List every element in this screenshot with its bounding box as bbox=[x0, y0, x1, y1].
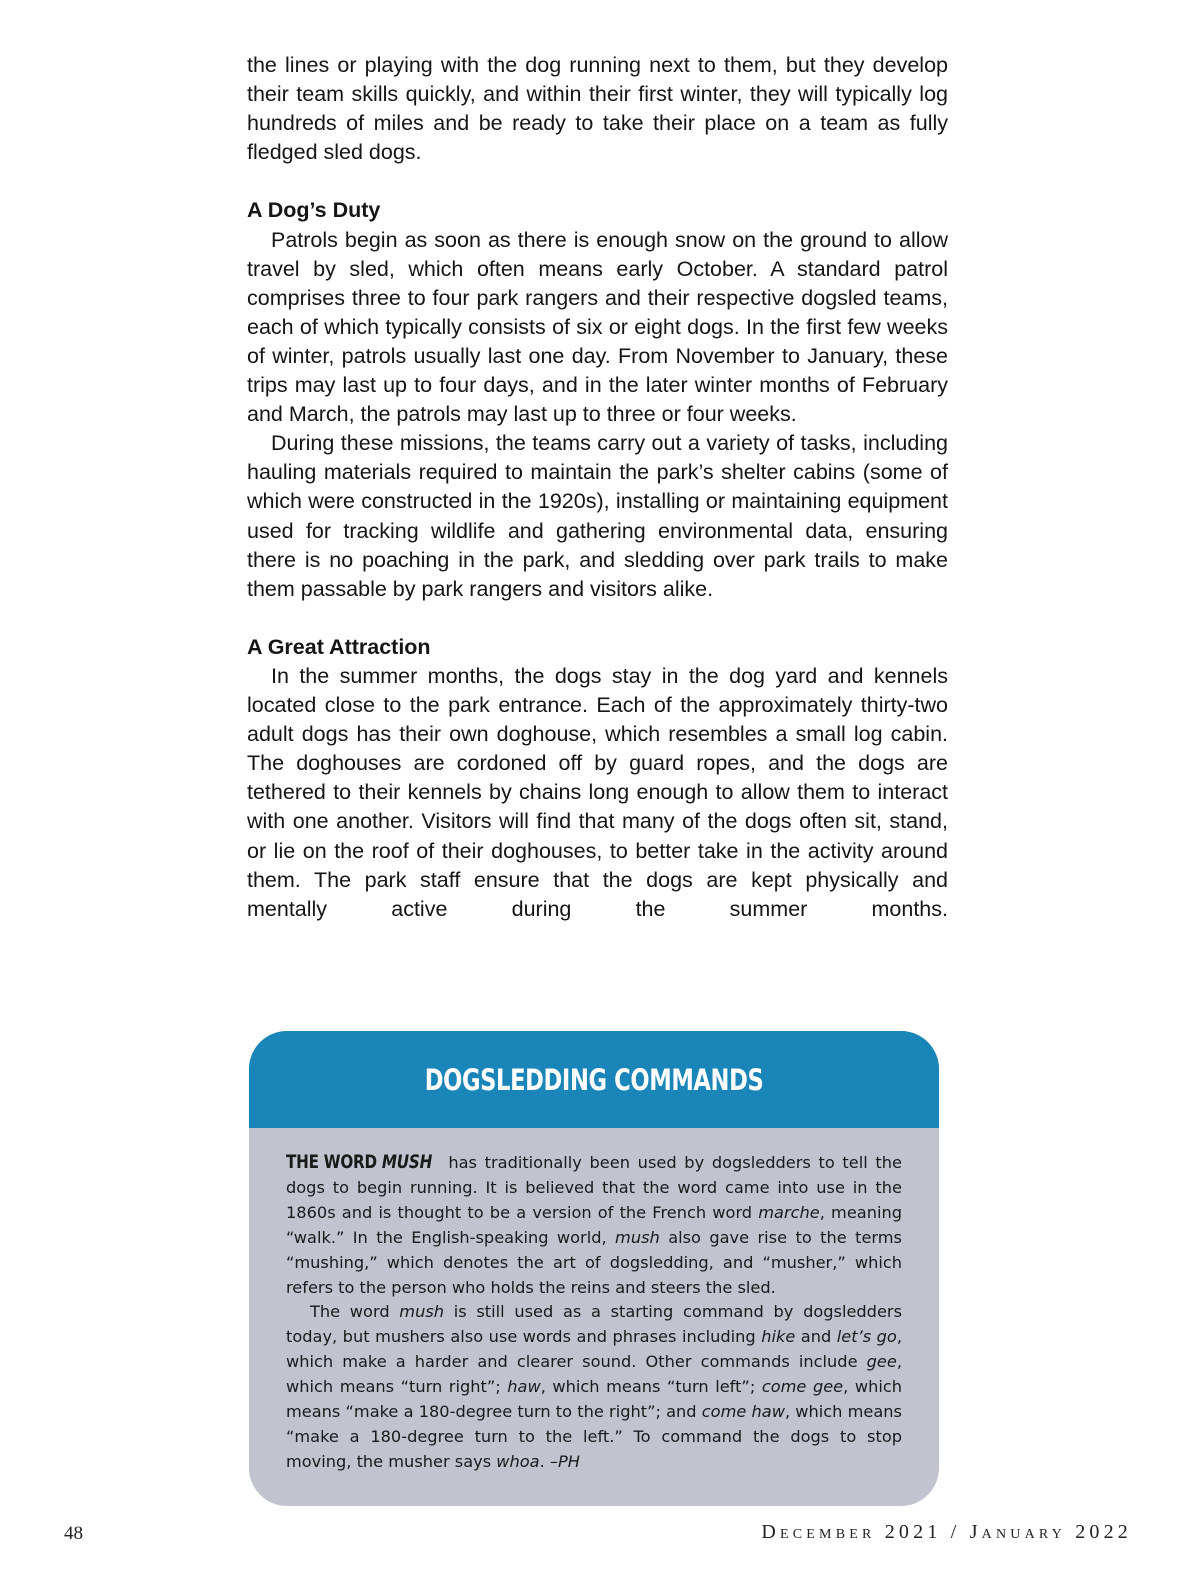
text-run: , which means “make a 180-degree turn to the left.” To command the dogs to stop moving, the musher says bbox=[286, 1402, 902, 1471]
italic-term: mush bbox=[399, 1302, 445, 1322]
section1-paragraph1: Patrols begin as soon as there is enough snow on the ground to allow travel by sled, which often means early October. A standard patrol comprises three to four park rangers and their respective dogsled teams, each of which typically consists of six or eight dogs. In the first few weeks of winter, patrols usually last one day. From November to January, these trips may last up to four days, and in the later winter months of February and March, the patrols may last up to three or four weeks. bbox=[247, 227, 948, 427]
text-run: , meaning “walk.” In the English-speaking world, bbox=[286, 1202, 902, 1247]
italic-term: marche bbox=[758, 1202, 820, 1222]
text-run: , which means “turn left”; bbox=[540, 1377, 762, 1397]
sidebar-paragraph1 bbox=[286, 1150, 902, 1300]
italic-term: haw bbox=[507, 1377, 541, 1397]
section1-paragraph2: During these missions, the teams carry out a variety of tasks, including hauling materials required to maintain the park’s shelter cabins (some of which were constructed in the 1920s), installing or maintaining equipment used for tracking wildlife and gathering environmental data, ensuring there is no poaching in the park, and sledding over park trails to make them passable by park rangers and visitors alike. bbox=[247, 431, 948, 601]
sidebar-body bbox=[249, 1128, 939, 1475]
sidebar-box bbox=[249, 1031, 939, 1506]
italic-term: whoa bbox=[496, 1451, 540, 1471]
page-number: 48 bbox=[64, 1523, 83, 1544]
text-run: has traditionally been used by dogsledders to tell the dogs to begin running. It is believed that the word came into use in the 1860s and is thought to be a version of the French word bbox=[286, 1153, 902, 1222]
author-signature: –PH bbox=[549, 1451, 580, 1471]
sidebar-lead-in bbox=[286, 1150, 432, 1175]
section-heading-great-attraction: A Great Attraction bbox=[247, 634, 431, 659]
text-run: also gave rise to the terms “mushing,” which denotes the art of dogsledding, and “musher,” which refers to the person who holds the reins and steers the sled. bbox=[286, 1227, 902, 1297]
intro-paragraph: the lines or playing with the dog running next to them, but they develop their team skills quickly, and within their first winter, they will typically log hundreds of miles and be ready to take their place on a team as fully fledged sled dogs. bbox=[247, 53, 948, 165]
spacer bbox=[247, 604, 948, 633]
text-run: The word bbox=[310, 1302, 400, 1322]
text-run: is still used as a starting command by dogsledders today, but mushers also use words and phrases including bbox=[286, 1302, 903, 1347]
lead-prefix: THE WORD bbox=[286, 1151, 377, 1173]
italic-term: come haw bbox=[701, 1402, 785, 1422]
spacer bbox=[247, 167, 948, 196]
text-run: . bbox=[539, 1451, 550, 1471]
italic-term: mush bbox=[615, 1227, 660, 1247]
article-column bbox=[247, 51, 948, 924]
italic-term: come gee bbox=[761, 1377, 844, 1397]
italic-term: hike bbox=[761, 1327, 796, 1347]
text-run: , which means “turn right”; bbox=[286, 1352, 902, 1397]
sidebar-paragraph2 bbox=[286, 1300, 902, 1474]
lead-word: MUSH bbox=[381, 1151, 433, 1173]
section2-paragraph1: In the summer months, the dogs stay in the dog yard and kennels located close to the park entrance. Each of the approximately thirty-two adult dogs has their own doghouse, which resembles a small log cabin. The doghouses are cordoned off by guard ropes, and the dogs are tethered to their kennels by chains long enough to allow them to interact with one another. Visitors will find that many of the dogs often sit, stand, or lie on the roof of their doghouses, to better take in the activity around them. The park staff ensure that the dogs are kept physically and mentally active during the summer months. bbox=[247, 663, 948, 921]
section-heading-dogs-duty: A Dog’s Duty bbox=[247, 198, 381, 223]
italic-term: let’s go bbox=[836, 1327, 897, 1347]
text-run: and bbox=[795, 1327, 837, 1347]
text-run: , which make a harder and clearer sound. Other commands include bbox=[286, 1327, 902, 1372]
sidebar-title: DOGSLEDDING COMMANDS bbox=[424, 1062, 764, 1097]
issue-date: December 2021 / January 2022 bbox=[761, 1521, 1132, 1543]
sidebar-header bbox=[249, 1031, 939, 1128]
text-run: , which means “make a 180-degree turn to the right”; and bbox=[286, 1377, 903, 1422]
italic-term: gee bbox=[866, 1352, 897, 1372]
